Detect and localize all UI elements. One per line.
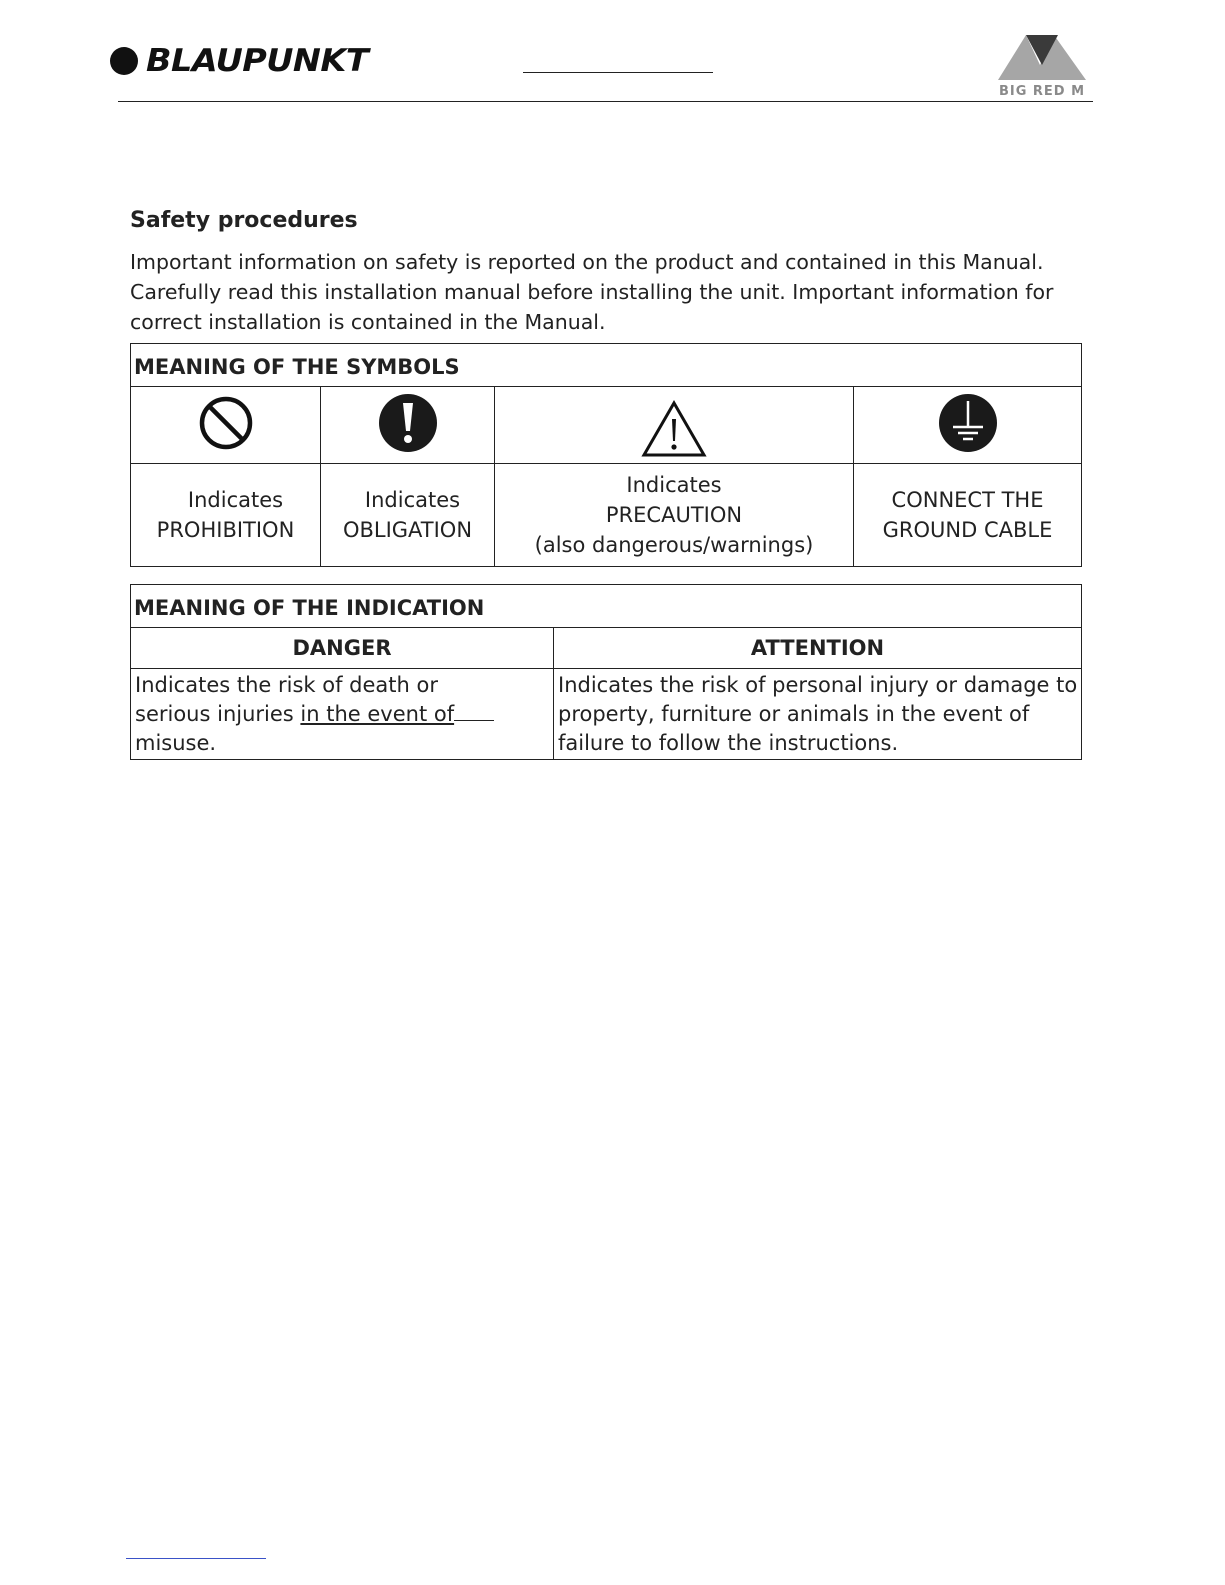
intro-paragraph xyxy=(130,247,1090,337)
symbols-table xyxy=(130,343,1082,567)
attention-line: property, furniture or animals in the event of xyxy=(558,702,1030,726)
section-title: Safety procedures xyxy=(130,208,358,233)
danger-line-text: serious injuries xyxy=(135,702,301,726)
symbol-cell xyxy=(854,387,1082,464)
symbol-cell xyxy=(321,387,495,464)
big-red-m-text: BIG RED M xyxy=(998,84,1086,99)
ground-icon xyxy=(938,393,998,453)
symbol-label-line: PROHIBITION xyxy=(156,518,295,542)
intro-line: correct installation is contained in the Manual. xyxy=(130,310,606,334)
symbol-label-line: (also dangerous/warnings) xyxy=(534,533,814,557)
symbols-table-heading: MEANING OF THE SYMBOLS xyxy=(131,344,1082,387)
header-underline xyxy=(523,72,713,73)
intro-line: Important information on safety is reported on the product and contained in this Manual. xyxy=(130,250,1044,274)
big-red-m-logo xyxy=(996,33,1088,99)
attention-heading: ATTENTION xyxy=(554,628,1082,669)
symbol-cell xyxy=(495,387,854,464)
brand-name: BLAUPUNKT xyxy=(146,43,369,79)
symbol-cell xyxy=(131,387,321,464)
attention-line: Indicates the risk of personal injury or damage to xyxy=(558,673,1078,697)
prohibition-icon xyxy=(198,395,254,451)
symbol-label-line: PRECAUTION xyxy=(605,503,743,527)
symbol-label-line: Indicates xyxy=(187,488,284,512)
danger-description xyxy=(131,669,554,760)
symbol-label-line: OBLIGATION xyxy=(342,518,473,542)
symbol-label-prohibition xyxy=(131,464,321,567)
blaupunkt-logo xyxy=(110,43,369,79)
warning-triangle-icon xyxy=(641,399,707,459)
underline-blank xyxy=(454,719,494,721)
obligation-icon xyxy=(378,393,438,453)
danger-line: Indicates the risk of death or xyxy=(135,673,438,697)
attention-line: failure to follow the instructions. xyxy=(558,731,899,755)
danger-line: misuse. xyxy=(135,731,217,755)
symbol-label-line: Indicates xyxy=(364,488,461,512)
indication-table xyxy=(130,584,1082,760)
danger-line xyxy=(135,700,549,729)
symbol-label-ground xyxy=(854,464,1082,567)
danger-underlined-text: in the event of xyxy=(300,702,455,726)
symbol-label-precaution xyxy=(495,464,854,567)
symbol-label-obligation xyxy=(321,464,495,567)
header-rule xyxy=(118,101,1093,102)
symbol-label-line: CONNECT THE xyxy=(891,488,1044,512)
logo-dot-icon xyxy=(110,47,138,75)
indication-table-heading: MEANING OF THE INDICATION xyxy=(131,585,1082,628)
intro-line: Carefully read this installation manual before installing the unit. Important information for xyxy=(130,280,1054,304)
symbol-label-line: Indicates xyxy=(626,473,722,497)
footer-link-line xyxy=(126,1558,266,1559)
symbol-label-line: GROUND CABLE xyxy=(882,518,1053,542)
danger-heading: DANGER xyxy=(131,628,554,669)
attention-description xyxy=(554,669,1082,760)
page-header xyxy=(0,0,1225,110)
